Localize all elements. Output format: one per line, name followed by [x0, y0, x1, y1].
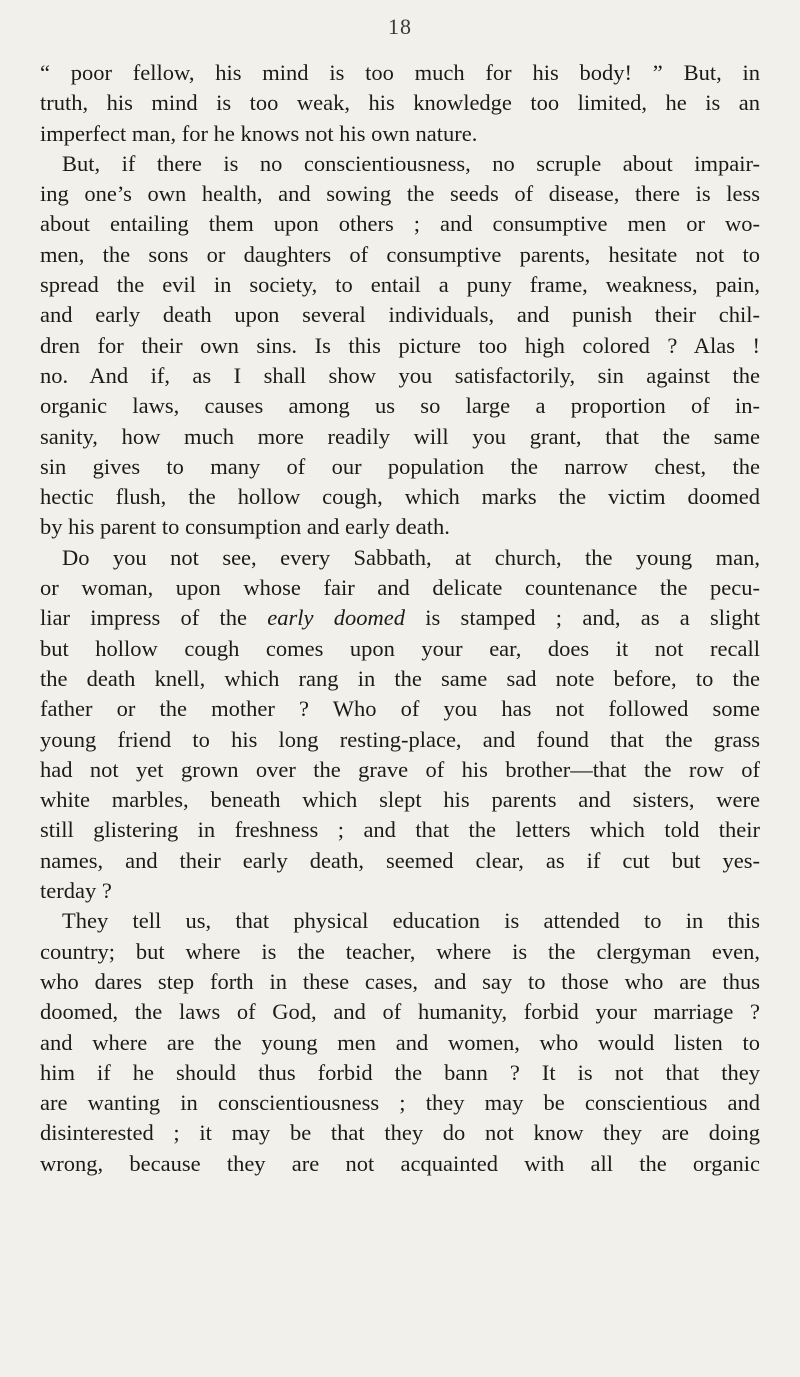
text-line: imperfect man, for he knows not his own nature. — [40, 120, 478, 146]
text-line: by his parent to consumption and early death. — [40, 514, 450, 540]
emphasis-early-doomed: early doomed — [267, 605, 406, 631]
body-text — [40, 58, 760, 1179]
text-line: who dares step forth in these cases, and say to those who are thus — [40, 968, 760, 994]
text-line-with-emphasis — [40, 603, 760, 633]
text-line: and early death upon several individuals, and punish their chil- — [40, 302, 760, 328]
text-line: organic laws, causes among us so large a proportion of in- — [40, 393, 760, 419]
text-line: or woman, upon whose fair and delicate countenance the pecu- — [40, 575, 760, 601]
text-line: country; but where is the teacher, where is the clergyman even, — [40, 938, 760, 964]
text-line: but hollow cough comes upon your ear, does it not recall — [40, 635, 760, 661]
text-line: hectic flush, the hollow cough, which marks the victim doomed — [40, 484, 760, 510]
text-line: names, and their early death, seemed clear, as if cut but yes- — [40, 847, 760, 873]
text-line: They tell us, that physical education is attended to in this — [62, 908, 760, 934]
text-line: still glistering in freshness ; and that the letters which told their — [40, 817, 760, 843]
text-line: sin gives to many of our population the narrow chest, the — [40, 453, 760, 479]
text-line: young friend to his long resting-place, and found that the grass — [40, 726, 760, 752]
line-text-after: is stamped ; and, as a slight — [405, 605, 760, 631]
text-line: “ poor fellow, his mind is too much for his body! ” But, in — [40, 60, 760, 85]
text-line: dren for their own sins. Is this picture too high colored ? Alas ! — [40, 332, 760, 358]
text-line: the death knell, which rang in the same sad note before, to the — [40, 665, 760, 691]
text-line: Do you not see, every Sabbath, at church, the young man, — [62, 544, 760, 570]
paragraph-3 — [40, 543, 760, 907]
text-line: about entailing them upon others ; and consumptive men or wo- — [40, 211, 760, 237]
text-line: father or the mother ? Who of you has not followed some — [40, 696, 760, 722]
text-line: doomed, the laws of God, and of humanity, forbid your marriage ? — [40, 999, 760, 1025]
paragraph-1 — [40, 58, 760, 149]
page-number: 18 — [388, 14, 412, 39]
text-line: spread the evil in society, to entail a puny frame, weakness, pain, — [40, 272, 760, 298]
text-line: white marbles, beneath which slept his parents and sisters, were — [40, 787, 760, 813]
text-line: truth, his mind is too weak, his knowledge too limited, he is an — [40, 90, 760, 116]
text-line: But, if there is no conscientiousness, no scruple about impair- — [62, 150, 760, 176]
text-line: no. And if, as I shall show you satisfactorily, sin against the — [40, 362, 760, 388]
line-text-before: liar impress of the — [40, 605, 268, 631]
text-line: are wanting in conscientiousness ; they may be conscientious and — [40, 1090, 760, 1116]
text-line: men, the sons or daughters of consumptive parents, hesitate not to — [40, 241, 760, 267]
text-line: ing one’s own health, and sowing the seeds of disease, there is less — [40, 181, 760, 207]
paragraph-4 — [40, 906, 760, 1179]
text-line: had not yet grown over the grave of his brother—that the row of — [40, 756, 760, 782]
text-line: and where are the young men and women, who would listen to — [40, 1029, 760, 1055]
text-line: terday ? — [40, 878, 112, 904]
paragraph-2 — [40, 149, 760, 543]
text-line: sanity, how much more readily will you grant, that the same — [40, 423, 760, 449]
text-line: him if he should thus forbid the bann ? It is not that they — [40, 1059, 760, 1085]
text-line: wrong, because they are not acquainted with all the organic — [40, 1150, 760, 1176]
text-line: disinterested ; it may be that they do not know they are doing — [40, 1120, 760, 1146]
